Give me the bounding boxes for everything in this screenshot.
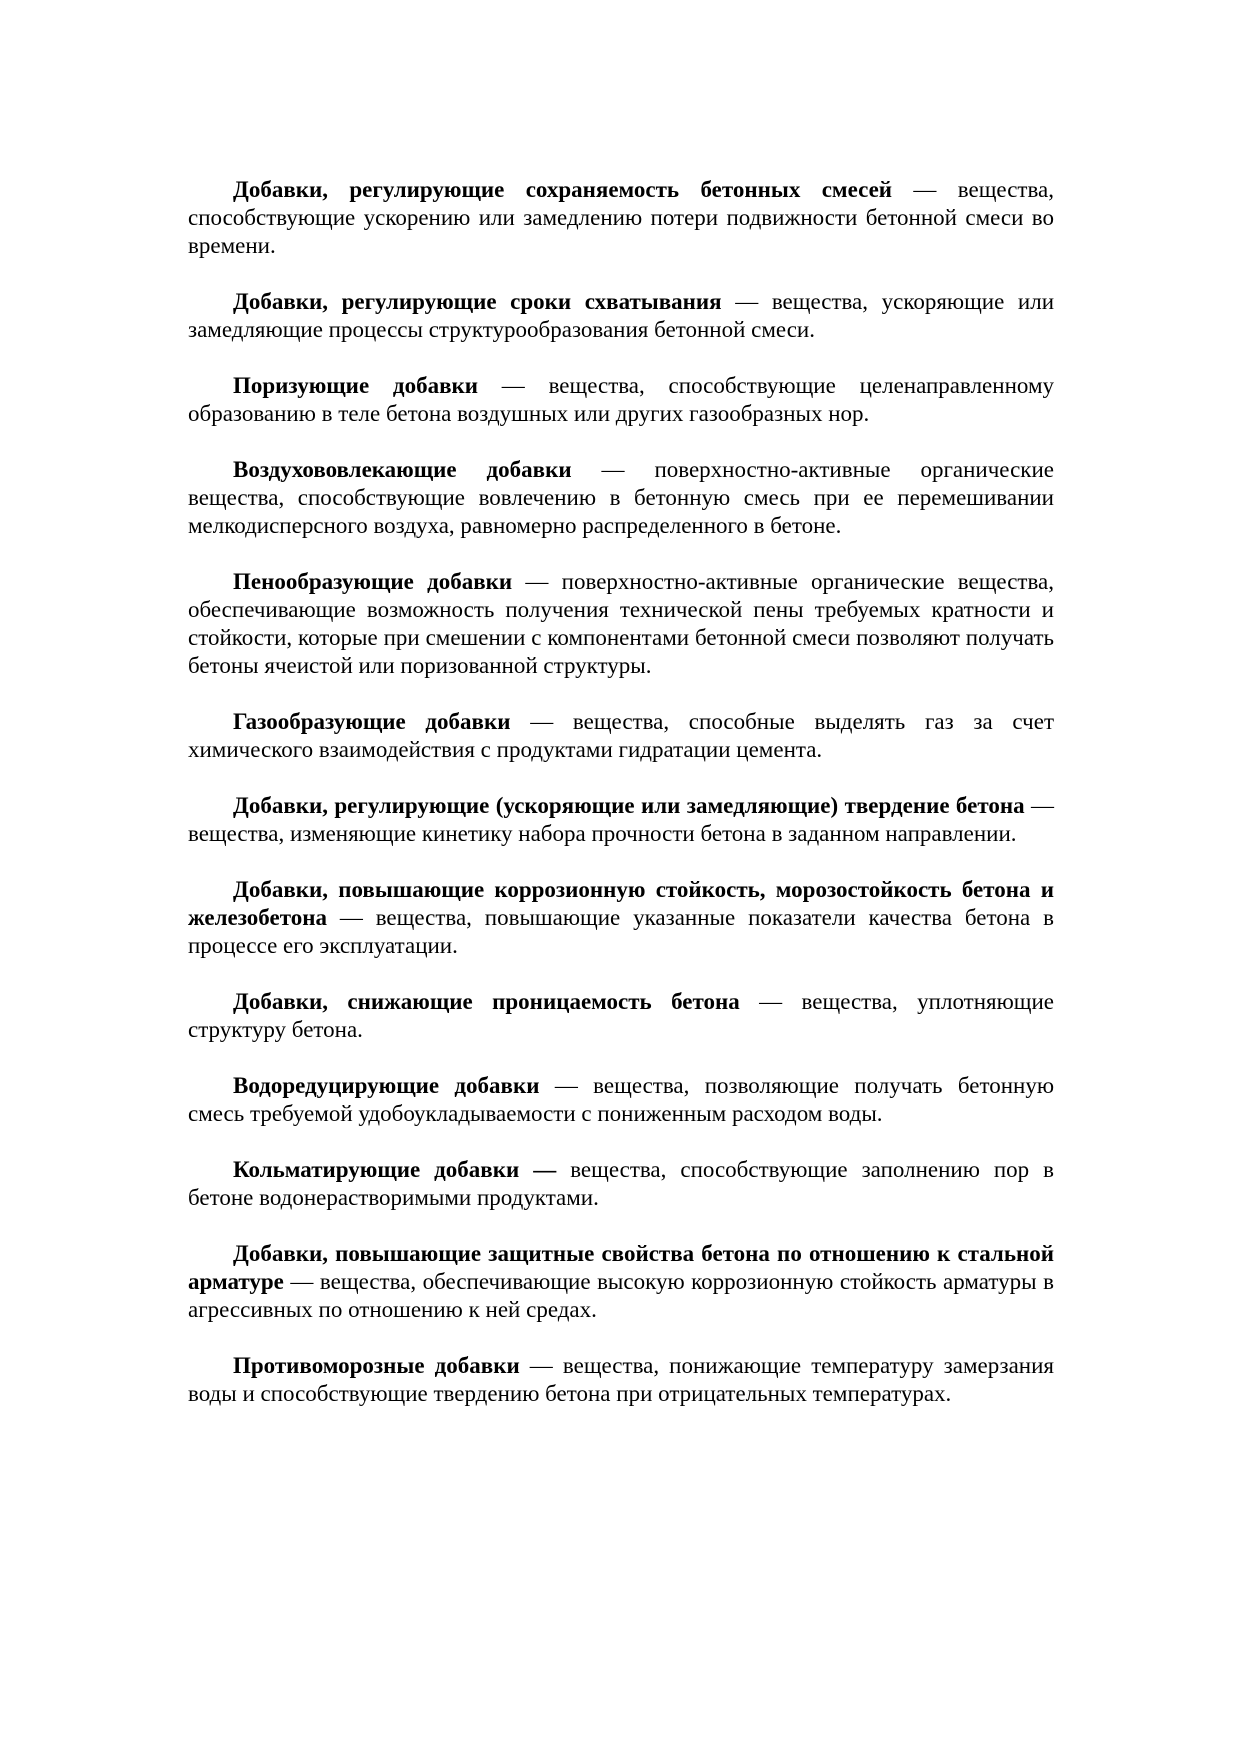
definition-text: — поверхностно-активные органические вещества, способствующие вовлечению в бетонную смесь при ее перемешивании мелкодисперсного воздуха, равномерно распределенного в бетоне.: [188, 457, 1054, 538]
definition-text: — вещества, позволяющие получать бетонную смесь требуемой удобоукладываемости с пониженным расходом воды.: [188, 1073, 1054, 1126]
definition-paragraph: [188, 372, 1054, 428]
document-page: [188, 176, 1054, 1436]
term: Газообразующие добавки: [233, 709, 511, 734]
definition-text: — вещества, обеспечивающие высокую коррозионную стойкость арматуры в агрессивных по отношению к ней средах.: [188, 1269, 1054, 1322]
term: Водоредуцирующие добавки: [233, 1073, 540, 1098]
term: Добавки, снижающие проницаемость бетона: [233, 989, 740, 1014]
term: Воздухововлекающие добавки: [233, 457, 572, 482]
definition-text: — вещества, повышающие указанные показатели качества бетона в процессе его эксплуатации.: [188, 905, 1054, 958]
definition-text: вещества, способствующие заполнению пор в бетоне водонерастворимыми продуктами.: [188, 1157, 1054, 1210]
definition-text: — вещества, способствующие целенаправленному образованию в теле бетона воздушных или других газообразных нор.: [188, 373, 1054, 426]
term: Добавки, повышающие коррозионную стойкость, морозостойкость бетона и железобетона: [188, 877, 1054, 930]
definition-paragraph: [188, 988, 1054, 1044]
term: Пенообразующие добавки: [233, 569, 513, 594]
definition-text: — вещества, способствующие ускорению или замедлению потери подвижности бетонной смеси во времени.: [188, 177, 1054, 258]
definition-paragraph: [188, 288, 1054, 344]
definition-text: — вещества, уплотняющие структуру бетона.: [188, 989, 1054, 1042]
definition-text: — вещества, изменяющие кинетику набора прочности бетона в заданном направлении.: [188, 793, 1054, 846]
definition-paragraph: [188, 792, 1054, 848]
definition-paragraph: [188, 456, 1054, 540]
definition-paragraph: [188, 1156, 1054, 1212]
term: Противоморозные добавки: [233, 1353, 520, 1378]
term: Добавки, повышающие защитные свойства бетона по отношению к стальной арматуре: [188, 1241, 1054, 1294]
definition-paragraph: [188, 708, 1054, 764]
definition-paragraph: [188, 176, 1054, 260]
definition-text: — поверхностно-активные органические вещества, обеспечивающие возможность получения технической пены требуемых кратности и стойкости, которые при смешении с компонентами бетонной смеси позволяют получать бетоны ячеистой или поризованной структуры.: [188, 569, 1054, 678]
definition-text: — вещества, способные выделять газ за счет химического взаимодействия с продуктами гидратации цемента.: [188, 709, 1054, 762]
definition-text: — вещества, ускоряющие или замедляющие процессы структурообразования бетонной смеси.: [188, 289, 1055, 342]
definition-text: — вещества, понижающие температуру замерзания воды и способствующие твердению бетона при отрицательных температурах.: [188, 1353, 1054, 1406]
definition-paragraph: [188, 1352, 1054, 1408]
definition-paragraph: [188, 1240, 1054, 1324]
definition-paragraph: [188, 1072, 1054, 1128]
definition-paragraph: [188, 568, 1054, 680]
term: Добавки, регулирующие сохраняемость бетонных смесей: [233, 177, 893, 202]
term: Поризующие добавки: [233, 373, 478, 398]
term: Кольматирующие добавки —: [233, 1157, 557, 1182]
term: Добавки, регулирующие (ускоряющие или замедляющие) твердение бетона: [233, 793, 1025, 818]
term: Добавки, регулирующие сроки схватывания: [233, 289, 722, 314]
definition-paragraph: [188, 876, 1054, 960]
